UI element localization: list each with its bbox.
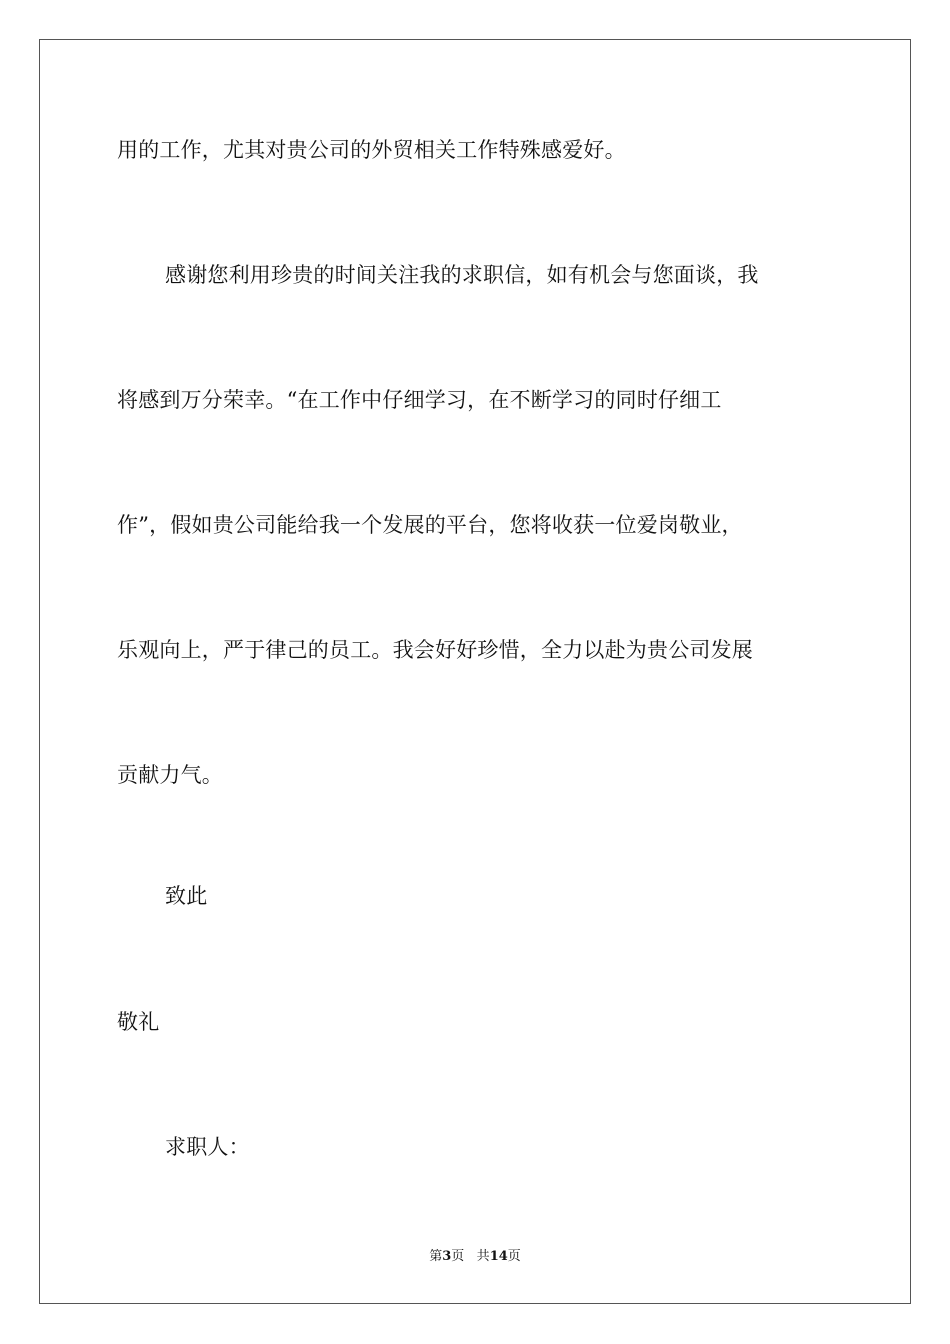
body-line-2: 感谢您利用珍贵的时间关注我的求职信，如有机会与您面谈，我 xyxy=(165,263,759,287)
page-footer xyxy=(0,1248,950,1266)
signature-label: 求职人： xyxy=(165,1135,250,1159)
body-line-1: 用的工作，尤其对贵公司的外贸相关工作特殊感爱好。 xyxy=(117,138,626,162)
body-line-4: 作”，假如贵公司能给我一个发展的平台，您将收获一位爱岗敬业， xyxy=(117,513,743,537)
page-prefix: 第 xyxy=(429,1249,443,1264)
page-suffix: 页 xyxy=(451,1249,465,1264)
page-border xyxy=(39,39,911,1304)
body-line-3: 将感到万分荣幸。“在工作中仔细学习，在不断学习的同时仔细工 xyxy=(117,388,722,412)
body-line-6: 贡献力气。 xyxy=(117,763,223,787)
body-line-5: 乐观向上，严于律己的员工。我会好好珍惜，全力以赴为贵公司发展 xyxy=(117,638,753,662)
total-prefix: 共 xyxy=(476,1249,490,1264)
page-number: 3 xyxy=(442,1249,452,1264)
closing-regards: 敬礼 xyxy=(117,1010,160,1034)
total-suffix: 页 xyxy=(507,1249,521,1264)
total-pages: 14 xyxy=(489,1249,508,1264)
closing-salutation: 致此 xyxy=(165,884,208,908)
